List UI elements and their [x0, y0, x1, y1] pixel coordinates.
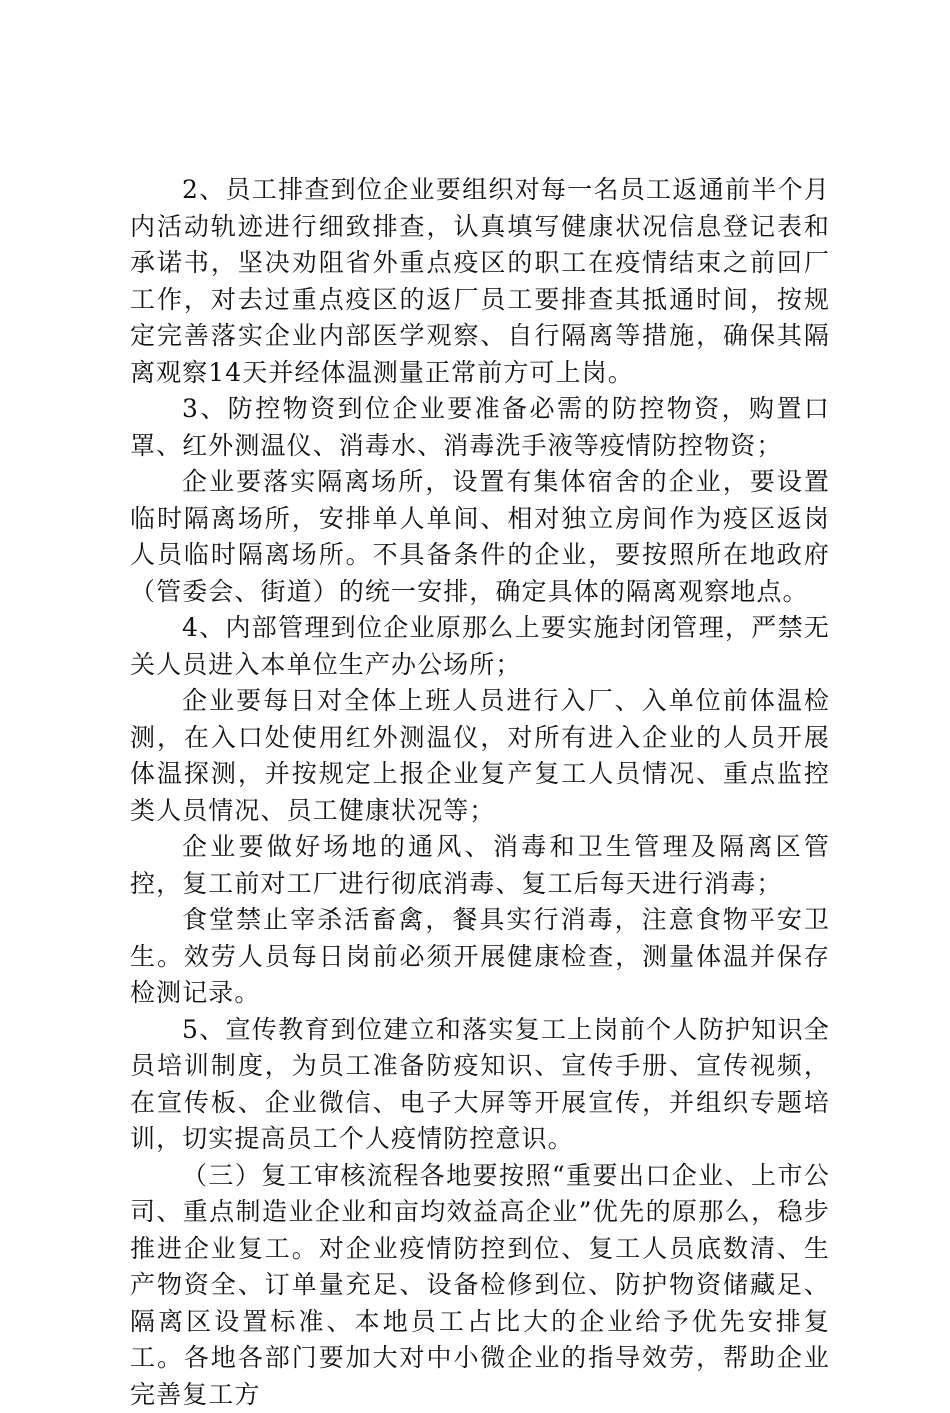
paragraph-prevention-supplies: 3、防控物资到位企业要准备必需的防控物资，购置口罩、红外测温仪、消毒水、消毒洗手液等疫情防控物资； [130, 391, 830, 464]
paragraph-review-process: （三）复工审核流程各地要按照“重要出口企业、上市公司、重点制造业企业和亩均效益高企业”优先的原那么，稳步推进企业复工。对企业疫情防控到位、复工人员底数清、生产物资全、订单量充足、设备检修到位、防护物资储藏足、隔离区设置标准、本地员工占比大的企业给予优先安排复工。各地各部门要加大对中小微企业的指导效劳，帮助企业完善复工方 [130, 1158, 830, 1413]
paragraph-isolation-sites: 企业要落实隔离场所，设置有集体宿舍的企业，要设置临时隔离场所，安排单人单间、相对独立房间作为疫区返岗人员临时隔离场所。不具备条件的企业，要按照所在地政府（管委会、街道）的统一安排，确定具体的隔离观察地点。 [130, 464, 830, 610]
paragraph-ventilation-disinfection: 企业要做好场地的通风、消毒和卫生管理及隔离区管控，复工前对工厂进行彻底消毒、复工后每天进行消毒； [130, 829, 830, 902]
paragraph-publicity-education: 5、宣传教育到位建立和落实复工上岗前个人防护知识全员培训制度，为员工准备防疫知识、宣传手册、宣传视频，在宣传板、企业微信、电子大屏等开展宣传，并组织专题培训，切实提高员工个人疫情防控意识。 [130, 1012, 830, 1158]
paragraph-internal-management: 4、内部管理到位企业原那么上要实施封闭管理，严禁无关人员进入本单位生产办公场所； [130, 610, 830, 683]
paragraph-staff-screening: 2、员工排查到位企业要组织对每一名员工返通前半个月内活动轨迹进行细致排查，认真填写健康状况信息登记表和承诺书，坚决劝阻省外重点疫区的职工在疫情结束之前回厂工作，对去过重点疫区的返厂员工要排查其抵通时间，按规定完善落实企业内部医学观察、自行隔离等措施，确保其隔离观察14天并经体温测量正常前方可上岗。 [130, 172, 830, 391]
paragraph-canteen-hygiene: 食堂禁止宰杀活畜禽，餐具实行消毒，注意食物平安卫生。效劳人员每日岗前必须开展健康检查，测量体温并保存检测记录。 [130, 902, 830, 1012]
document-body [130, 172, 830, 1413]
paragraph-temperature-checks: 企业要每日对全体上班人员进行入厂、入单位前体温检测，在入口处使用红外测温仪，对所有进入企业的人员开展体温探测，并按规定上报企业复产复工人员情况、重点监控类人员情况、员工健康状况等； [130, 683, 830, 829]
